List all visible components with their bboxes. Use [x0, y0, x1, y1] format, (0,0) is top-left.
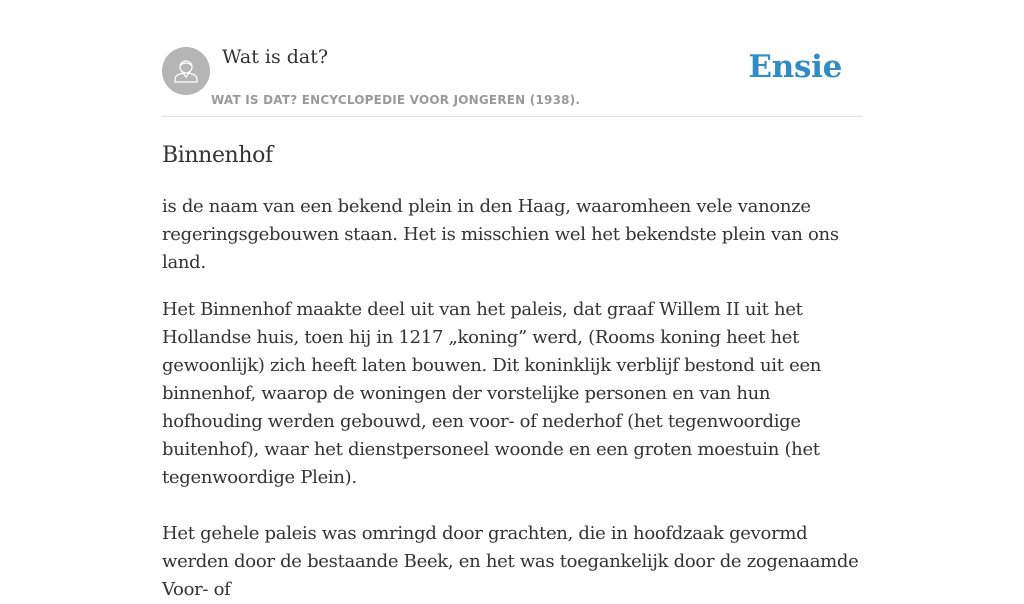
page — [162, 0, 862, 604]
paragraph: Het Binnenhof maakte deel uit van het paleis, dat graaf Willem II uit het Hollandse huis, toen hij in 1217 „koning” werd, (Rooms koning heet het gewoonlijk) zich heeft laten bouwen. Dit koninklijk verblijf bestond uit een binnenhof, waarop de woningen der vorstelijke personen en van hun hofhouding werden gebouwd, een voor- of nederhof (het tegenwoordige buitenhof), waar het dienstpersoneel woonde en een groten moestuin (het tegenwoordige Plein). — [162, 299, 822, 488]
source-title[interactable]: Wat is dat? — [222, 46, 329, 68]
paragraph: is de naam van een bekend plein in den Haag, waaromheen vele vanonze regeringsgebouwen staan. Het is misschien wel het bekendste plein van ons land. — [162, 196, 839, 273]
paragraph: Het gehele paleis was omringd door grachten, die in hoofdzaak gevormd werden door de bestaande Beek, en het was toegankelijk door de zogenaamde Voor- of — [162, 523, 859, 600]
brand-logo[interactable]: Ensie — [748, 49, 842, 85]
source-header — [162, 0, 862, 117]
user-silhouette-icon[interactable] — [162, 47, 210, 95]
article-title: Binnenhof — [162, 143, 273, 168]
source-subtitle[interactable]: WAT IS DAT? ENCYCLOPEDIE VOOR JONGEREN (1938). — [211, 93, 581, 107]
